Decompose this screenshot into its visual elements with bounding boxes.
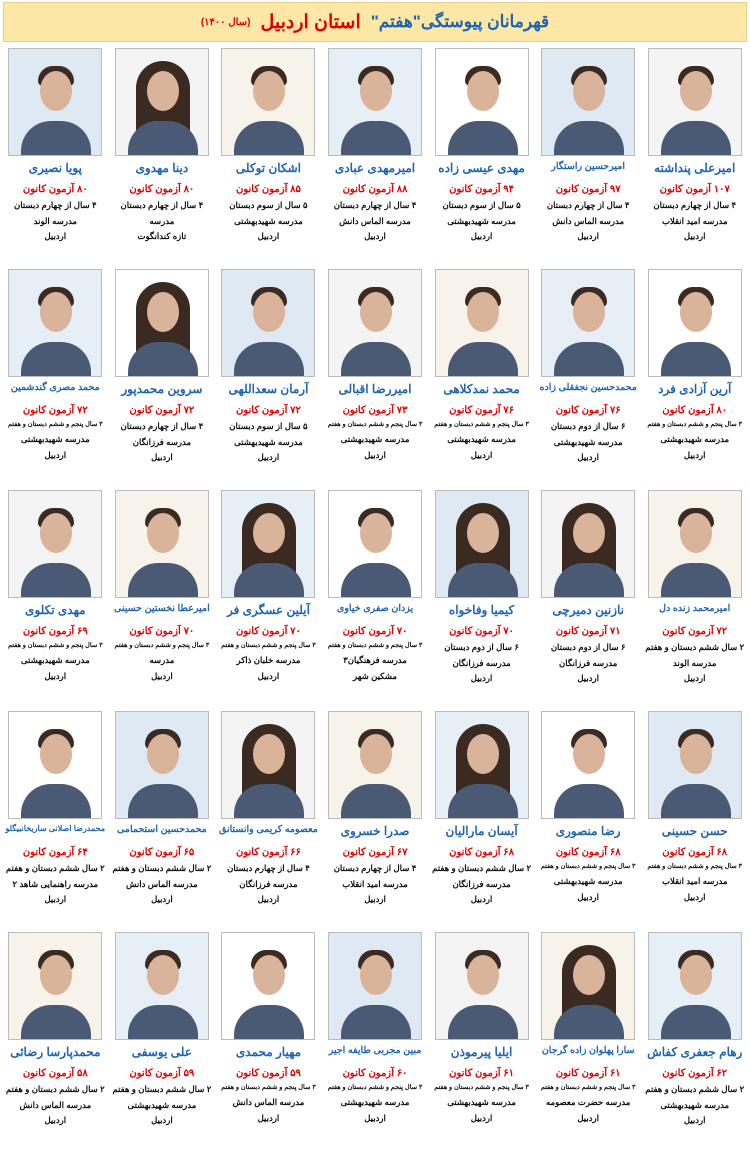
student-grade: ۲ سال ششم دبستان و هفتم <box>112 1084 212 1094</box>
student-card <box>109 269 216 490</box>
student-name: مهیار محمدی <box>235 1045 302 1059</box>
student-photo <box>8 711 102 819</box>
student-name: دینا مهدوی <box>135 161 189 175</box>
student-score: ۷۶ آزمون کانون <box>555 405 621 416</box>
student-photo <box>435 48 529 156</box>
student-name: آیسان مارالیان <box>445 824 518 838</box>
student-grade: ۳ سال پنجم و ششم دبستان و هفتم <box>434 1084 529 1091</box>
student-score: ۷۰ آزمون کانون <box>236 626 301 637</box>
student-photo <box>328 490 422 598</box>
student-school: مدرسه الماس دانش <box>232 1097 305 1108</box>
student-photo <box>541 490 635 598</box>
student-card <box>428 711 535 932</box>
student-school: مدرسه الماس دانش <box>552 215 624 226</box>
student-photo <box>115 269 209 377</box>
student-score: ۶۵ آزمون کانون <box>129 847 195 858</box>
student-grade: ۳ سال پنجم و ششم دبستان و هفتم <box>7 421 103 428</box>
student-score: ۹۷ آزمون کانون <box>555 184 621 195</box>
student-score: ۶۷ آزمون کانون <box>342 847 408 858</box>
student-city: اردبیل <box>683 231 706 242</box>
student-name: امیرعلی پنداشته <box>654 161 736 175</box>
student-photo <box>8 48 102 156</box>
student-city: اردبیل <box>364 449 386 460</box>
student-grade: ۴ سال از چهارم دبستان <box>13 200 97 210</box>
student-city: اردبیل <box>151 1115 173 1126</box>
student-card <box>322 932 429 1153</box>
student-city: اردبیل <box>683 891 706 902</box>
student-name: امیرمهدی عبادی <box>334 161 416 175</box>
student-photo <box>541 269 635 377</box>
student-card <box>428 269 535 490</box>
student-score: ۵۸ آزمون کانون <box>22 1068 88 1079</box>
student-score: ۷۰ آزمون کانون <box>449 626 515 637</box>
student-school: مدرسه فرزانگان <box>239 878 298 889</box>
student-school: مدرسه شهیدبهشتی <box>553 876 623 887</box>
student-grade: ۲ سال ششم دبستان و هفتم <box>5 1084 105 1094</box>
student-name: آیلین عسگری فر <box>226 603 310 617</box>
student-city: مشکین شهر <box>353 670 397 681</box>
student-name: امیرمحمد زنده دل <box>659 603 731 614</box>
student-name: آرمان سعداللهی <box>228 382 309 396</box>
student-city: اردبیل <box>683 1115 706 1126</box>
student-grade: ۴ سال از چهارم دبستان <box>227 863 310 873</box>
student-city: اردبیل <box>470 1112 493 1123</box>
student-name: معصومه کریمی وانستانق <box>219 824 318 835</box>
student-card <box>428 48 535 269</box>
student-card <box>535 269 642 490</box>
student-grade: ۴ سال از چهارم دبستان <box>653 200 737 210</box>
student-score: ۶۲ آزمون کانون <box>662 1068 728 1079</box>
student-city: اردبیل <box>151 670 173 681</box>
student-card <box>641 269 748 490</box>
student-score: ۷۶ آزمون کانون <box>449 405 515 416</box>
student-name: محمدحسین استحمامی <box>116 824 207 835</box>
student-city: اردبیل <box>577 452 599 463</box>
student-school: مدرسه شهیدبهشتی <box>447 1097 516 1108</box>
student-name: محمدپارسا رضائی <box>10 1045 101 1059</box>
student-school: مدرسه فرزانگان <box>452 878 511 889</box>
student-score: ۸۰ آزمون کانون <box>662 405 728 416</box>
student-school: مدرسه شهیدبهشتی <box>447 434 516 445</box>
student-score: ۶۹ آزمون کانون <box>22 626 88 637</box>
student-photo <box>8 269 102 377</box>
student-grade: ۶ سال از دوم دبستان <box>550 421 626 431</box>
student-grade: ۳ سال پنجم و ششم دبستان و هفتم <box>540 863 636 870</box>
student-card <box>2 490 109 711</box>
student-card <box>109 490 216 711</box>
student-grade: ۲ سال ششم دبستان و هفتم <box>112 863 212 873</box>
student-card <box>2 932 109 1153</box>
student-grade: ۳ سال پنجم و ششم دبستان و هفتم <box>221 642 316 649</box>
student-card <box>641 932 748 1153</box>
student-school: مدرسه امید انقلاب <box>342 878 408 889</box>
student-city: اردبیل <box>577 673 599 684</box>
student-grade: ۳ سال پنجم و ششم دبستان و هفتم <box>327 1084 423 1091</box>
student-school: مدرسه شهیدبهشتی <box>20 434 90 445</box>
student-card <box>322 48 429 269</box>
student-score: ۸۰ آزمون کانون <box>129 184 195 195</box>
student-card <box>215 711 322 932</box>
student-school: مدرسه الماس دانش <box>126 878 198 889</box>
header-title: قهرمانان پیوستگی"هفتم" <box>370 12 550 31</box>
student-score: ۷۲ آزمون کانون <box>129 405 195 416</box>
student-school: مدرسه <box>149 655 175 666</box>
student-photo <box>115 932 209 1040</box>
student-score: ۶۸ آزمون کانون <box>555 847 621 858</box>
student-name: ایلیا پیرموذن <box>450 1045 513 1059</box>
student-card <box>215 932 322 1153</box>
student-photo <box>648 269 742 377</box>
student-score: ۶۸ آزمون کانون <box>449 847 515 858</box>
student-school: مدرسه شهیدبهشتی <box>234 436 303 447</box>
student-city: اردبیل <box>364 231 386 242</box>
student-city: اردبیل <box>44 1115 67 1126</box>
page-header <box>3 2 747 42</box>
student-photo <box>648 711 742 819</box>
student-card <box>641 48 748 269</box>
student-city: اردبیل <box>364 1112 386 1123</box>
student-name: محمدحسین نجفقلی زاده <box>539 382 637 393</box>
student-name: علی یوسفی <box>131 1045 192 1059</box>
student-score: ۵۹ آزمون کانون <box>236 1068 301 1079</box>
student-score: ۷۱ آزمون کانون <box>555 626 621 637</box>
student-city: اردبیل <box>577 1112 599 1123</box>
student-name: کیمیا وفاخواه <box>448 603 515 617</box>
student-grade: ۵ سال از سوم دبستان <box>229 200 308 210</box>
student-name: محمد نمدکلاهی <box>443 382 520 396</box>
student-city: اردبیل <box>470 894 493 905</box>
student-grade: ۳ سال پنجم و ششم دبستان و هفتم <box>647 421 743 428</box>
student-city: اردبیل <box>683 673 706 684</box>
student-school: مدرسه شهیدبهشتی <box>234 215 303 226</box>
student-name: یزدان صفری خیاوی <box>336 603 414 614</box>
student-card <box>428 490 535 711</box>
student-city: اردبیل <box>257 231 280 242</box>
student-city: اردبیل <box>151 894 173 905</box>
student-score: ۷۳ آزمون کانون <box>342 405 408 416</box>
student-grade: ۳ سال پنجم و ششم دبستان و هفتم <box>327 642 423 649</box>
student-card <box>535 48 642 269</box>
student-card <box>535 932 642 1153</box>
student-city: اردبیل <box>257 452 280 463</box>
student-school: مدرسه شهیدبهشتی <box>553 436 623 447</box>
student-name: سروین محمدپور <box>121 382 203 396</box>
student-city: اردبیل <box>470 673 493 684</box>
student-city: اردبیل <box>151 452 173 463</box>
student-school: مدرسه <box>149 215 175 226</box>
student-name: رضا منصوری <box>555 824 621 838</box>
student-grade: ۲ سال ششم دبستان و هفتم <box>432 863 532 873</box>
student-school: مدرسه شهیدبهشتی <box>660 1099 730 1110</box>
student-score: ۸۵ آزمون کانون <box>236 184 301 195</box>
student-photo <box>115 490 209 598</box>
student-card <box>641 490 748 711</box>
student-city: اردبیل <box>470 449 493 460</box>
student-name: آرین آزادی فرد <box>658 382 732 396</box>
student-card <box>322 269 429 490</box>
student-city: اردبیل <box>44 670 67 681</box>
student-photo <box>328 711 422 819</box>
student-school: مدرسه راهنمایی شاهد ۲ <box>12 878 99 889</box>
student-name: صدرا خسروی <box>340 824 410 838</box>
student-school: مدرسه الماس دانش <box>19 1099 92 1110</box>
student-name: حسن حسینی <box>661 824 728 838</box>
student-score: ۷۰ آزمون کانون <box>342 626 408 637</box>
student-score: ۱۰۷ آزمون کانون <box>659 184 730 195</box>
student-photo <box>648 932 742 1040</box>
student-photo <box>8 490 102 598</box>
student-photo <box>115 48 209 156</box>
student-grade: ۳ سال پنجم و ششم دبستان و هفتم <box>647 863 743 870</box>
student-grade: ۴ سال از چهارم دبستان <box>120 200 204 210</box>
student-name: اشکان توکلی <box>235 161 301 175</box>
student-grade: ۳ سال پنجم و ششم دبستان و هفتم <box>221 1084 316 1091</box>
student-grade: ۲ سال ششم دبستان و هفتم <box>5 863 105 873</box>
student-photo <box>541 48 635 156</box>
student-city: اردبیل <box>44 894 67 905</box>
student-name: محمد مصری گندشمین <box>10 382 100 393</box>
student-card <box>215 269 322 490</box>
student-school: مدرسه شهیدبهشتی <box>340 434 410 445</box>
student-score: ۷۰ آزمون کانون <box>129 626 195 637</box>
student-photo <box>221 48 315 156</box>
student-photo <box>328 48 422 156</box>
student-grade: ۶ سال از دوم دبستان <box>550 642 626 652</box>
student-grade: ۲ سال ششم دبستان و هفتم <box>645 1084 745 1094</box>
student-grade: ۶ سال از دوم دبستان <box>444 642 519 652</box>
student-city: تازه کندانگوت <box>137 231 187 242</box>
student-photo <box>328 269 422 377</box>
student-grade: ۳ سال پنجم و ششم دبستان و هفتم <box>327 421 423 428</box>
student-name: مهدی عیسی زاده <box>438 161 525 175</box>
student-card <box>322 711 429 932</box>
student-card <box>2 711 109 932</box>
student-photo <box>435 932 529 1040</box>
student-score: ۷۲ آزمون کانون <box>236 405 301 416</box>
student-score: ۶۱ آزمون کانون <box>555 1068 621 1079</box>
student-name: امیرحسین راستگار <box>551 161 626 172</box>
student-grade: ۵ سال از سوم دبستان <box>442 200 521 210</box>
student-school: مدرسه فرهنگیان۳ <box>343 655 407 666</box>
student-photo <box>221 269 315 377</box>
student-card <box>428 932 535 1153</box>
student-photo <box>648 48 742 156</box>
student-score: ۸۸ آزمون کانون <box>342 184 408 195</box>
student-grade: ۴ سال از چهارم دبستان <box>120 421 204 431</box>
student-photo <box>115 711 209 819</box>
student-photo <box>221 932 315 1040</box>
student-card <box>2 269 109 490</box>
student-score: ۶۱ آزمون کانون <box>449 1068 515 1079</box>
header-year: (سال ۱۴۰۰) <box>200 16 251 28</box>
student-school: مدرسه خلبان ذاکر <box>236 655 301 666</box>
student-school: مدرسه امید انقلاب <box>661 215 728 226</box>
student-score: ۶۶ آزمون کانون <box>236 847 301 858</box>
student-city: اردبیل <box>44 231 67 242</box>
student-grade: ۳ سال پنجم و ششم دبستان و هفتم <box>7 642 103 649</box>
student-school: مدرسه حضرت معصومه <box>545 1097 631 1108</box>
student-city: اردبیل <box>44 449 67 460</box>
student-school: مدرسه فرزانگان <box>132 436 192 447</box>
student-card <box>2 48 109 269</box>
student-school: مدرسه شهیدبهشتی <box>660 434 730 445</box>
student-card <box>109 711 216 932</box>
student-grade: ۳ سال پنجم و ششم دبستان و هفتم <box>540 1084 636 1091</box>
student-name: پویا نصیری <box>28 161 82 175</box>
student-card <box>215 48 322 269</box>
student-name: محمدرضا اصلانی ساریخانبیگلو <box>5 824 106 833</box>
student-grade: ۵ سال از سوم دبستان <box>229 421 308 431</box>
student-score: ۶۴ آزمون کانون <box>22 847 88 858</box>
student-score: ۶۰ آزمون کانون <box>342 1068 408 1079</box>
student-card <box>535 490 642 711</box>
student-photo <box>8 932 102 1040</box>
student-school: مدرسه الوند <box>673 657 717 668</box>
student-score: ۷۲ آزمون کانون <box>662 626 728 637</box>
student-school: مدرسه امید انقلاب <box>661 876 728 887</box>
student-photo <box>648 490 742 598</box>
student-school: مدرسه شهیدبهشتی <box>447 215 516 226</box>
student-city: اردبیل <box>257 1112 280 1123</box>
student-photo <box>221 490 315 598</box>
student-card <box>215 490 322 711</box>
student-name: نازنین دمیرچی <box>552 603 624 617</box>
student-city: اردبیل <box>257 894 280 905</box>
student-score: ۵۹ آزمون کانون <box>129 1068 195 1079</box>
student-grade: ۳ سال پنجم و ششم دبستان و هفتم <box>434 421 529 428</box>
student-city: اردبیل <box>364 894 386 905</box>
student-score: ۹۴ آزمون کانون <box>449 184 515 195</box>
student-photo <box>221 711 315 819</box>
student-name: امیررضا اقبالی <box>338 382 412 396</box>
student-score: ۷۲ آزمون کانون <box>22 405 88 416</box>
student-photo <box>328 932 422 1040</box>
student-grade: ۴ سال از چهارم دبستان <box>333 200 417 210</box>
student-score: ۸۰ آزمون کانون <box>22 184 88 195</box>
student-photo <box>435 269 529 377</box>
student-name: مبین مجربی طایفه اجیر <box>328 1045 422 1056</box>
student-card <box>535 711 642 932</box>
student-grade: ۳ سال پنجم و ششم دبستان و هفتم <box>114 642 210 649</box>
student-name: سارا پهلوان زاده گرجان <box>541 1045 635 1056</box>
student-school: مدرسه فرزانگان <box>452 657 511 668</box>
student-card <box>641 711 748 932</box>
student-grade: ۴ سال از چهارم دبستان <box>546 200 630 210</box>
student-city: اردبیل <box>470 231 493 242</box>
student-card <box>109 932 216 1153</box>
student-school: مدرسه الماس دانش <box>339 215 411 226</box>
student-city: اردبیل <box>683 449 706 460</box>
student-photo <box>541 711 635 819</box>
student-photo <box>435 711 529 819</box>
students-grid <box>0 42 750 1153</box>
student-city: اردبیل <box>577 891 599 902</box>
student-photo <box>541 932 635 1040</box>
header-province: استان اردبیل <box>260 11 361 33</box>
student-city: اردبیل <box>257 670 280 681</box>
student-card <box>109 48 216 269</box>
student-grade: ۴ سال از چهارم دبستان <box>333 863 417 873</box>
student-school: مدرسه شهیدبهشتی <box>340 1097 410 1108</box>
student-school: مدرسه شهیدبهشتی <box>127 1099 197 1110</box>
student-school: مدرسه شهیدبهشتی <box>20 655 90 666</box>
student-name: مهدی تکلوی <box>25 603 86 617</box>
student-score: ۶۸ آزمون کانون <box>662 847 728 858</box>
student-name: رهام جعفری کفاش <box>647 1045 743 1059</box>
student-name: امیرعطا نخستین حسینی <box>114 603 210 614</box>
student-school: مدرسه الوند <box>33 215 77 226</box>
student-grade: ۲ سال ششم دبستان و هفتم <box>645 642 745 652</box>
student-card <box>322 490 429 711</box>
student-school: مدرسه فرزانگان <box>559 657 618 668</box>
student-city: اردبیل <box>577 231 599 242</box>
student-photo <box>435 490 529 598</box>
